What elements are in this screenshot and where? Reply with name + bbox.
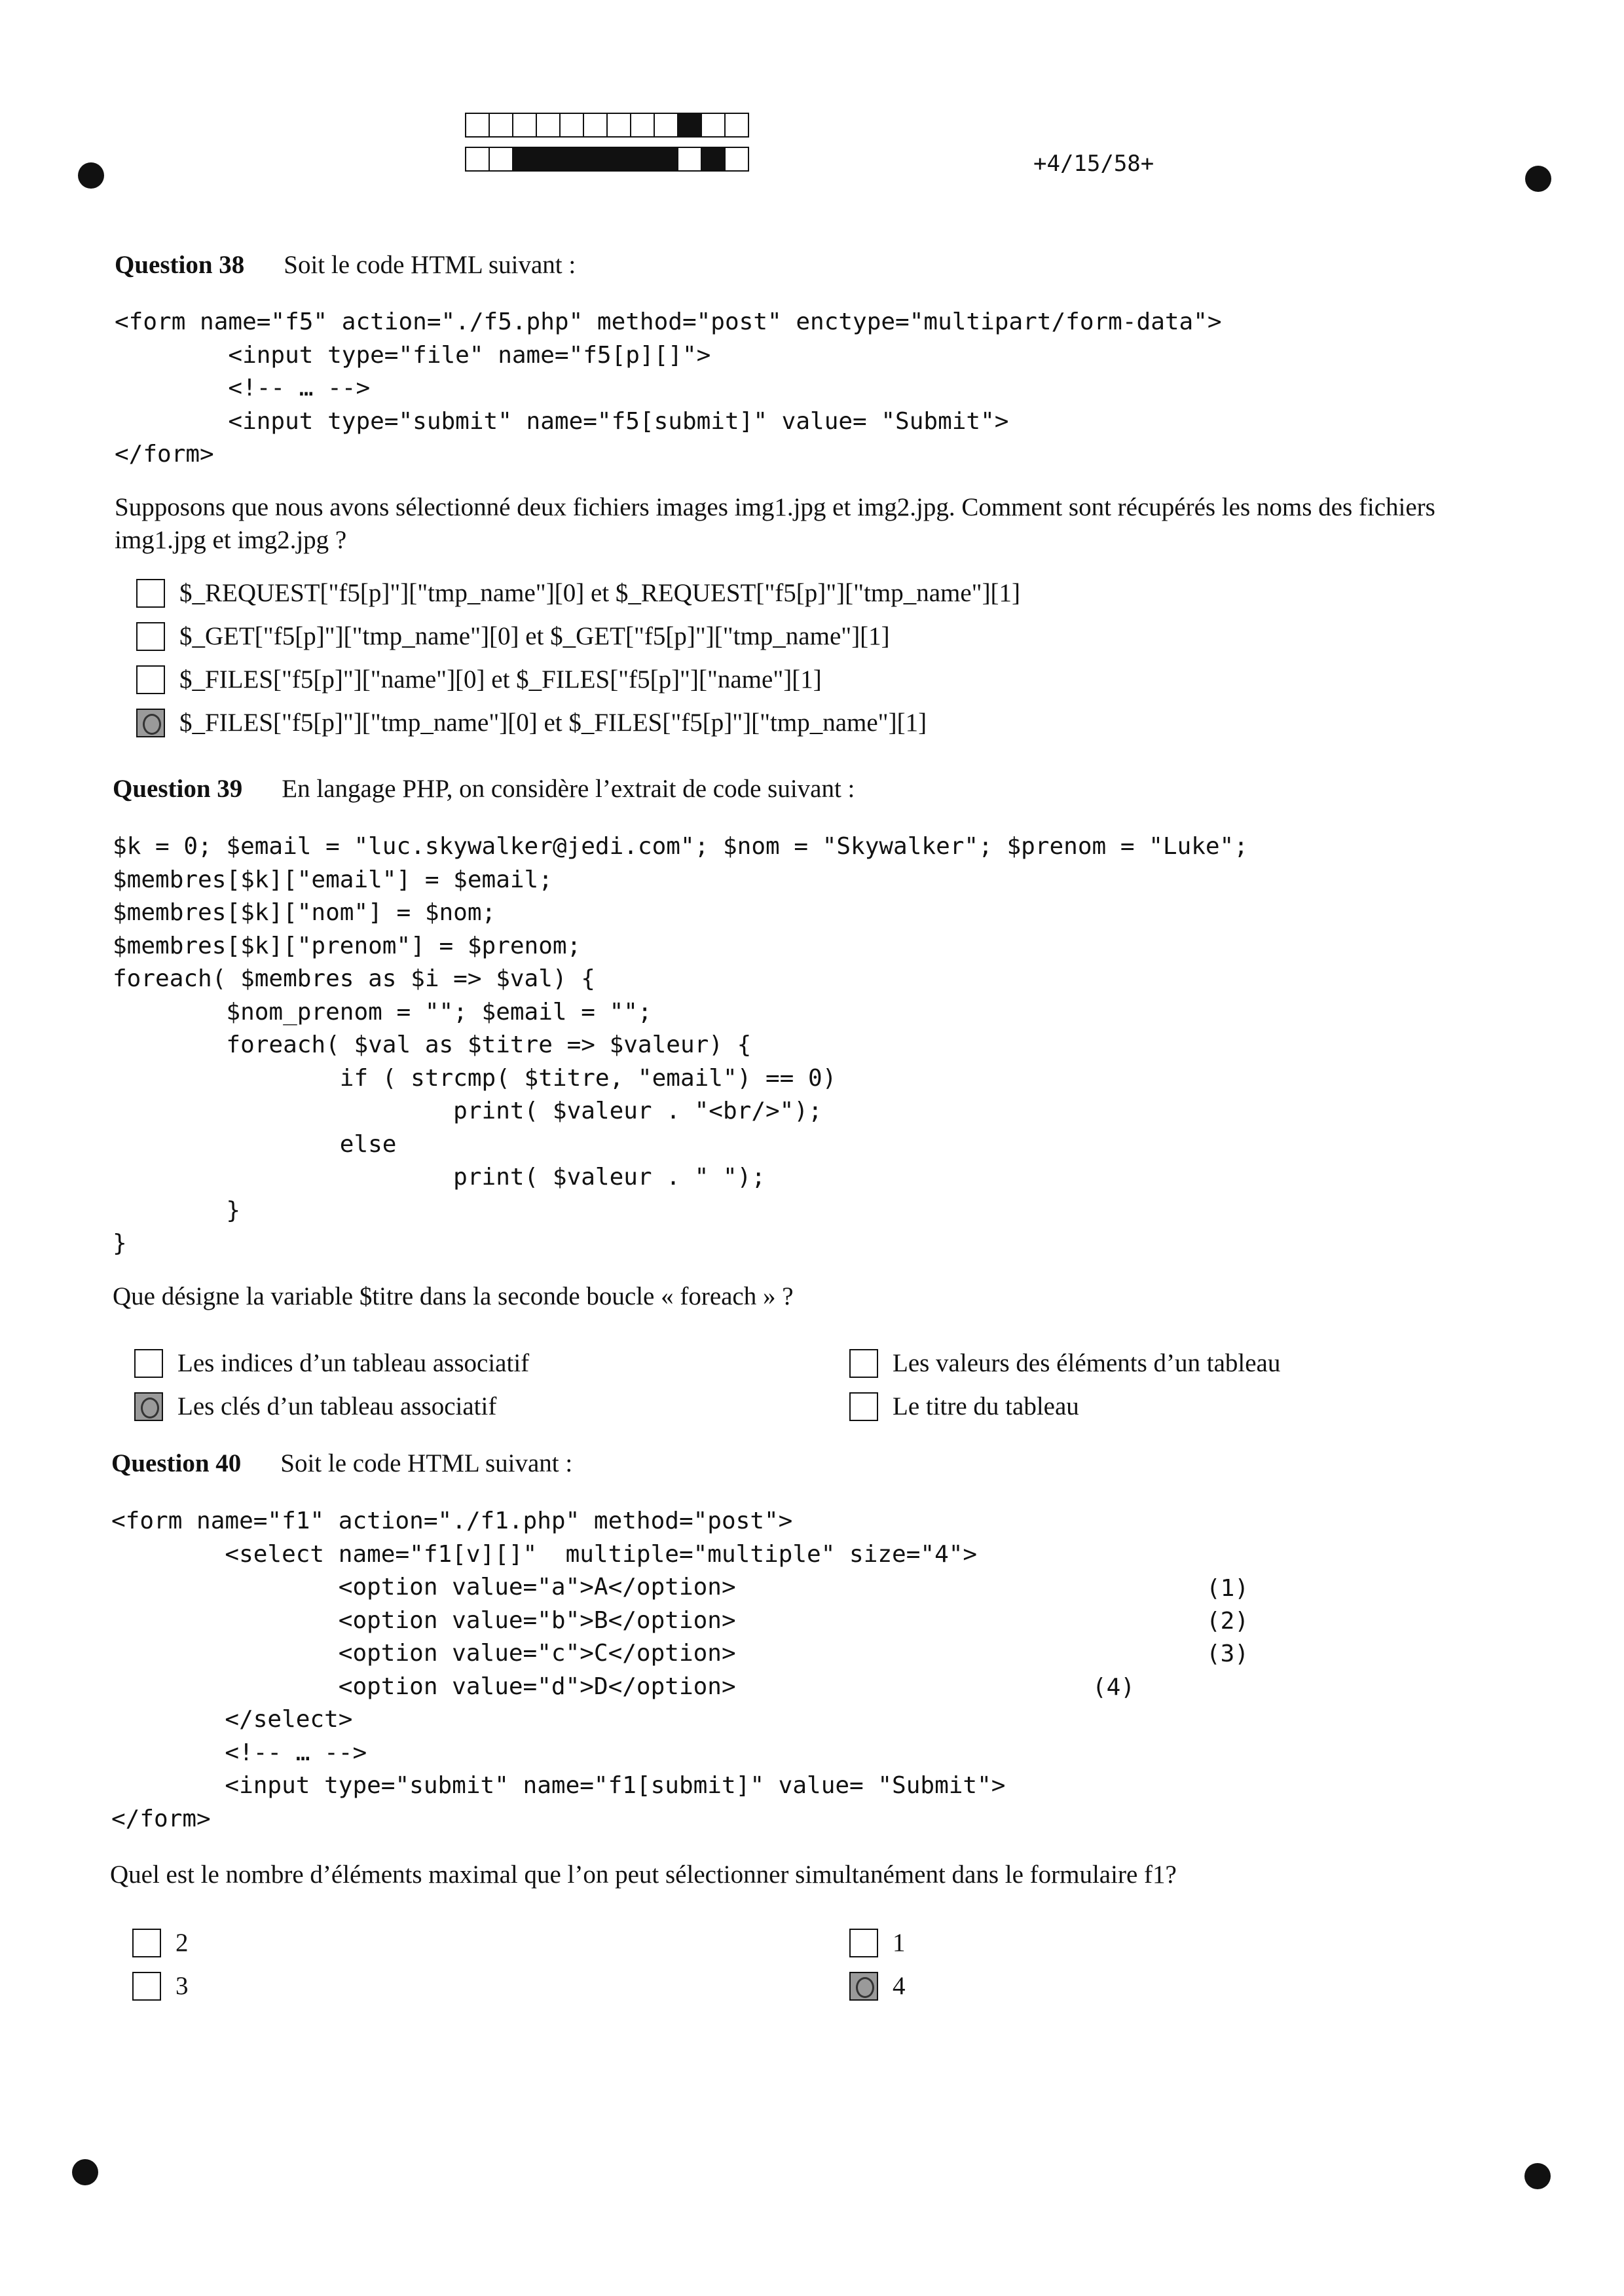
barcode-cell bbox=[606, 147, 631, 172]
q39-option-4[interactable] bbox=[849, 1392, 1079, 1421]
q40-option-3[interactable] bbox=[132, 1971, 189, 2001]
barcode-cell bbox=[489, 147, 513, 172]
checkbox[interactable] bbox=[136, 709, 165, 737]
corner-mark-top-right bbox=[1525, 166, 1551, 192]
barcode-cell bbox=[701, 113, 726, 138]
barcode-cell bbox=[677, 147, 702, 172]
question-intro: En langage PHP, on considère l’extrait de code suivant : bbox=[282, 775, 855, 803]
q38-option-2[interactable] bbox=[136, 621, 890, 651]
checkbox[interactable] bbox=[849, 1929, 878, 1957]
barcode-cell bbox=[654, 147, 678, 172]
question-38-text: Supposons que nous avons sélectionné deux fichiers images img1.jpg et img2.jpg. Comment sont récupérés les noms des fichiers img1.jpg et img2.jpg ? bbox=[115, 493, 1435, 554]
corner-mark-bottom-left bbox=[72, 2159, 98, 2185]
option-label: $_FILES["f5[p]"]["name"][0] et $_FILES["f5[p]"]["name"][1] bbox=[179, 665, 822, 694]
barcode-cell bbox=[630, 147, 655, 172]
barcode-cell bbox=[654, 113, 678, 138]
question-40-code: <form name="f1" action="./f1.php" method="post"> <select name="f1[v][]" multiple="multiple" size="4"> <option value="a">A</option> <option value="b">B</option> <option value="c">C</option> <option value="d">D</option> </select> <!-- … --> <input type="submit" name="f1[submit]" value= "Submit"> </form> bbox=[111, 1508, 1006, 1832]
question-38-code: <form name="f5" action="./f5.php" method="post" enctype="multipart/form-data"> <input type="file" name="f5[p][]"> <!-- … --> <input type="submit" name="f5[submit]" value= "Submit"> </form> bbox=[115, 308, 1222, 468]
q40-option-1[interactable] bbox=[132, 1928, 189, 1957]
barcode-cell bbox=[536, 147, 561, 172]
question-label: Question 39 bbox=[113, 775, 243, 803]
option-label: Les indices d’un tableau associatif bbox=[177, 1349, 530, 1377]
option-tag-2: (2) bbox=[1206, 1608, 1249, 1635]
option-tag-3: (3) bbox=[1206, 1640, 1249, 1667]
barcode-cell bbox=[677, 113, 702, 138]
barcode-cell bbox=[465, 113, 490, 138]
question-39-code: $k = 0; $email = "luc.skywalker@jedi.com"; $nom = "Skywalker"; $prenom = "Luke"; $membres[$k]["email"] = $email; $membres[$k]["nom"] = $nom; $membres[$k]["prenom"] = $prenom; foreach( $membres as $i => $val) { $nom_prenom = ""; $email = ""; foreach( $val as $titre => $valeur) { if ( strcmp( $titre, "email") == 0) print( $valeur . "<br/>"); else print( $valeur . " "); } } bbox=[113, 833, 1248, 1257]
barcode-cell bbox=[512, 147, 537, 172]
checkbox[interactable] bbox=[134, 1392, 163, 1421]
option-label: $_REQUEST["f5[p]"]["tmp_name"][0] et $_REQUEST["f5[p]"]["tmp_name"][1] bbox=[179, 579, 1021, 607]
q39-option-2[interactable] bbox=[849, 1348, 1280, 1378]
q38-option-3[interactable] bbox=[136, 665, 822, 694]
q39-option-3[interactable] bbox=[134, 1392, 496, 1421]
option-label: 2 bbox=[175, 1929, 189, 1957]
q38-option-4[interactable] bbox=[136, 708, 927, 737]
barcode-cell bbox=[630, 113, 655, 138]
barcode-row-2 bbox=[465, 147, 748, 172]
checkbox[interactable] bbox=[849, 1392, 878, 1421]
checkbox[interactable] bbox=[132, 1929, 161, 1957]
checkbox[interactable] bbox=[136, 622, 165, 651]
checkbox[interactable] bbox=[849, 1349, 878, 1378]
option-label: 3 bbox=[175, 1972, 189, 2000]
barcode-cell bbox=[606, 113, 631, 138]
q38-option-1[interactable] bbox=[136, 578, 1020, 608]
question-39-text: Que désigne la variable $titre dans la seconde boucle « foreach » ? bbox=[113, 1282, 794, 1310]
q39-option-1[interactable] bbox=[134, 1348, 529, 1378]
option-tag-1: (1) bbox=[1206, 1575, 1249, 1602]
question-39-header bbox=[113, 774, 855, 804]
question-label: Question 40 bbox=[111, 1449, 242, 1477]
question-label: Question 38 bbox=[115, 251, 245, 279]
checkbox[interactable] bbox=[849, 1972, 878, 2001]
question-40-header bbox=[111, 1449, 572, 1478]
question-intro: Soit le code HTML suivant : bbox=[284, 251, 576, 279]
checkbox[interactable] bbox=[136, 665, 165, 694]
barcode-row-1 bbox=[465, 113, 748, 138]
barcode-cell bbox=[701, 147, 726, 172]
option-label: 1 bbox=[893, 1929, 906, 1957]
question-38-header bbox=[115, 250, 576, 280]
barcode-cell bbox=[536, 113, 561, 138]
barcode-cell bbox=[489, 113, 513, 138]
option-label: Les valeurs des éléments d’un tableau bbox=[893, 1349, 1281, 1377]
page-id: +4/15/58+ bbox=[1033, 151, 1154, 177]
barcode-cell bbox=[724, 147, 749, 172]
barcode-cell bbox=[583, 113, 608, 138]
checkbox[interactable] bbox=[132, 1972, 161, 2001]
barcode-cell bbox=[559, 113, 584, 138]
barcode-cell bbox=[583, 147, 608, 172]
barcode-cell bbox=[512, 113, 537, 138]
option-label: $_FILES["f5[p]"]["tmp_name"][0] et $_FILES["f5[p]"]["tmp_name"][1] bbox=[179, 709, 927, 737]
barcode-cell bbox=[465, 147, 490, 172]
option-tag-4: (4) bbox=[1092, 1674, 1135, 1701]
question-intro: Soit le code HTML suivant : bbox=[280, 1449, 573, 1477]
option-label: Le titre du tableau bbox=[893, 1392, 1079, 1420]
barcode-cell bbox=[559, 147, 584, 172]
option-label: 4 bbox=[893, 1972, 906, 2000]
option-label: $_GET["f5[p]"]["tmp_name"][0] et $_GET["f5[p]"]["tmp_name"][1] bbox=[179, 622, 890, 650]
corner-mark-top-left bbox=[78, 162, 104, 189]
option-label: Les clés d’un tableau associatif bbox=[177, 1392, 497, 1420]
question-40-text: Quel est le nombre d’éléments maximal que l’on peut sélectionner simultanément dans le formulaire f1? bbox=[110, 1861, 1177, 1889]
checkbox[interactable] bbox=[136, 579, 165, 608]
corner-mark-bottom-right bbox=[1524, 2163, 1551, 2189]
q40-option-2[interactable] bbox=[849, 1928, 906, 1957]
checkbox[interactable] bbox=[134, 1349, 163, 1378]
barcode-cell bbox=[724, 113, 749, 138]
q40-option-4[interactable] bbox=[849, 1971, 906, 2001]
